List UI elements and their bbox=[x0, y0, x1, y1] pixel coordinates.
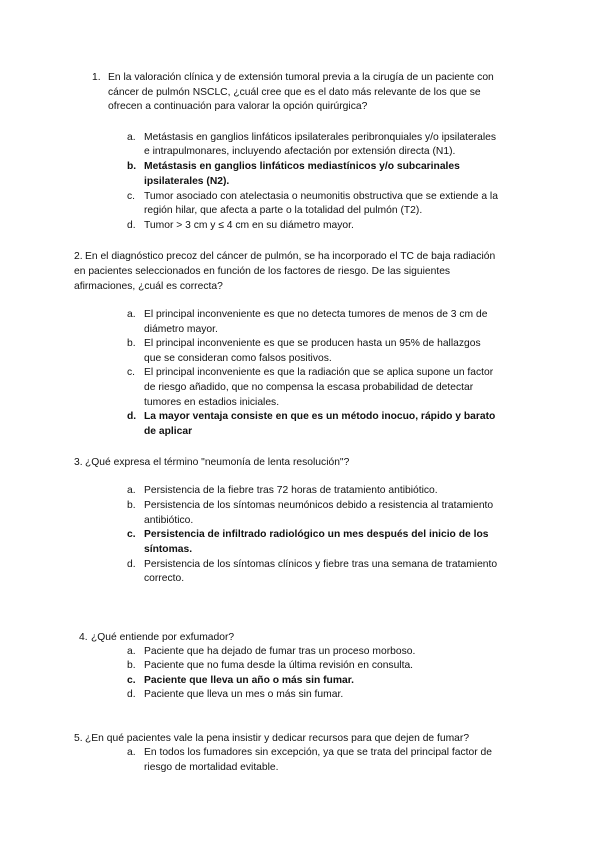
option-text: de riesgo añadido, que no compensa la escasa probabilidad de detectar bbox=[144, 382, 474, 393]
option-text: tumores en estadios iniciales. bbox=[144, 397, 280, 408]
option-text: Persistencia de los síntomas neumónicos debido a resistencia al tratamiento bbox=[144, 500, 494, 511]
option-text: El principal inconveniente es que no detecta tumores de menos de 3 cm de bbox=[144, 309, 488, 320]
option-text: Paciente que ha dejado de fumar tras un proceso morboso. bbox=[144, 646, 416, 657]
question-stem-line: afirmaciones, ¿cuál es correcta? bbox=[74, 281, 223, 292]
option-text-correct: Metástasis en ganglios linfáticos mediastínicos y/o subcarinales bbox=[144, 161, 460, 172]
option-text-correct: Persistencia de infiltrado radiológico un mes después del inicio de los bbox=[144, 529, 489, 540]
option-text: Persistencia de los síntomas clínicos y fiebre tras una semana de tratamiento bbox=[144, 559, 498, 570]
option-text: Paciente que no fuma desde la última revisión en consulta. bbox=[144, 660, 414, 671]
option-text: antibiótico. bbox=[144, 515, 194, 526]
option-text: región hilar, que afecta a parte o la totalidad del pulmón (T2). bbox=[144, 205, 423, 216]
question-stem-line: ¿Qué expresa el término "neumonía de lenta resolución"? bbox=[85, 457, 350, 468]
question-number: 2. bbox=[74, 251, 83, 262]
question-stem-line: ¿En qué pacientes vale la pena insistir y dedicar recursos para que dejen de fumar? bbox=[85, 733, 470, 744]
option-label: c. bbox=[127, 367, 136, 378]
option-text: Tumor > 3 cm y ≤ 4 cm en su diámetro mayor. bbox=[144, 220, 354, 231]
question-number: 1. bbox=[92, 72, 101, 83]
option-text: El principal inconveniente es que la radiación que se aplica supone un factor bbox=[144, 367, 494, 378]
option-label: b. bbox=[127, 338, 136, 349]
option-text-correct: Paciente que lleva un año o más sin fumar. bbox=[144, 675, 355, 686]
question-stem-line: En el diagnóstico precoz del cáncer de pulmón, se ha incorporado el TC de baja radiación bbox=[85, 251, 496, 262]
option-text-correct: ipsilaterales (N2). bbox=[144, 176, 230, 187]
option-text: Paciente que lleva un mes o más sin fumar. bbox=[144, 689, 344, 700]
option-label: b. bbox=[127, 660, 136, 671]
option-label: d. bbox=[127, 689, 136, 700]
option-label: a. bbox=[127, 485, 136, 496]
option-label: a. bbox=[127, 309, 136, 320]
option-label: a. bbox=[127, 747, 136, 758]
option-text: riesgo de mortalidad evitable. bbox=[144, 762, 279, 773]
option-text: En todos los fumadores sin excepción, ya que se trata del principal factor de bbox=[144, 747, 493, 758]
question-stem-line: ofrecen a continuación para valorar la opción quirúrgica? bbox=[108, 101, 368, 112]
question-number: 4. bbox=[79, 632, 88, 643]
option-text: que se consideran como falsos positivos. bbox=[144, 353, 332, 364]
option-label: d. bbox=[127, 220, 136, 231]
option-label: a. bbox=[127, 646, 136, 657]
option-label-correct: c. bbox=[127, 529, 136, 540]
question-stem-line: cáncer de pulmón NSCLC, ¿cuál cree que es el dato más relevante de los que se bbox=[108, 87, 481, 98]
option-label: b. bbox=[127, 500, 136, 511]
question-number: 3. bbox=[74, 457, 83, 468]
question-stem-line: ¿Qué entiende por exfumador? bbox=[91, 632, 235, 643]
question-number: 5. bbox=[74, 733, 83, 744]
question-stem-line: En la valoración clínica y de extensión tumoral previa a la cirugía de un paciente con bbox=[108, 72, 494, 83]
option-text: Metástasis en ganglios linfáticos ipsilaterales peribronquiales y/o ipsilaterales bbox=[144, 132, 496, 143]
option-label: c. bbox=[127, 191, 136, 202]
option-text: correcto. bbox=[144, 573, 185, 584]
option-text-correct: La mayor ventaja consiste en que es un método inocuo, rápido y barato bbox=[144, 411, 496, 422]
option-text: diámetro mayor. bbox=[144, 324, 218, 335]
option-text: Persistencia de la fiebre tras 72 horas de tratamiento antibiótico. bbox=[144, 485, 438, 496]
option-text: Tumor asociado con atelectasia o neumonitis obstructiva que se extiende a la bbox=[144, 191, 498, 202]
option-text-correct: síntomas. bbox=[144, 544, 193, 555]
option-label-correct: b. bbox=[127, 161, 137, 172]
option-text-correct: de aplicar bbox=[144, 426, 193, 437]
question-stem-line: en pacientes seleccionados en función de los factores de riesgo. De las siguientes bbox=[74, 266, 451, 277]
option-label-correct: d. bbox=[127, 411, 137, 422]
option-text: e intrapulmonares, incluyendo afectación por extensión directa (N1). bbox=[144, 146, 456, 157]
option-label: a. bbox=[127, 132, 136, 143]
option-label-correct: c. bbox=[127, 675, 136, 686]
option-text: El principal inconveniente es que se producen hasta un 95% de hallazgos bbox=[144, 338, 481, 349]
option-label: d. bbox=[127, 559, 136, 570]
